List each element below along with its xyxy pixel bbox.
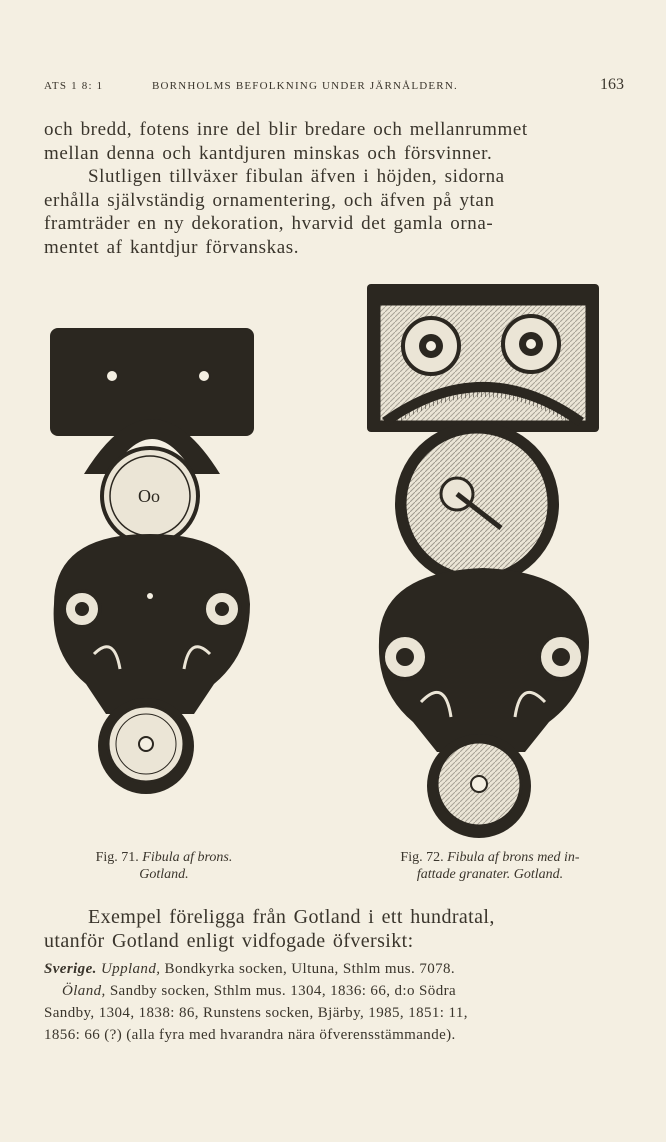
figure-title: Fibula af brons. [142,850,233,865]
text-line: erhålla självständig ornamentering, och äfven på ytan [44,189,495,211]
text-line: Exempel föreligga från Gotland i ett hundratal, [88,906,495,928]
text-line: utanför Gotland enligt vidfogade öfversikt: [44,930,414,952]
figure-72-caption [360,849,620,883]
region-label: Uppland, [100,961,161,977]
figure-place: Gotland. [139,867,189,882]
fibula-72-illustration [365,282,601,840]
list-text: Bondkyrka socken, Ultuna, Sthlm mus. 7078. [164,961,456,977]
text-line: Slutligen tillväxer fibulan äfven i höjden, sidorna [88,166,505,187]
list-item [44,958,624,980]
list-text: Sandby, 1304, 1838: 86, Runstens socken, Bjärby, 1985, 1851: 11, [44,1005,468,1021]
list-text: Sandby socken, Sthlm mus. 1304, 1836: 66, d:o Södra [109,983,457,999]
fibula-71-illustration [44,324,260,804]
text-line: framträder en ny dekoration, hvarvid det gamla orna- [44,213,494,234]
region-label: Öland, [62,983,106,999]
list-item [44,980,624,1002]
figure-title-continued: fattade granater. [416,867,511,882]
page-number: 163 [600,76,624,93]
list-text: 1856: 66 (?) (alla fyra med hvarandra nära öfverensstämmande). [44,1027,456,1043]
figure-71-caption [64,849,264,883]
figure-place: Gotland. [513,867,564,882]
find-list [44,958,624,1046]
text-line: mentet af kantdjur förvanskas. [44,236,300,258]
body-paragraph-1 [44,118,620,259]
body-paragraph-2 [44,905,620,953]
svg-text:Oo: Oo [138,486,160,506]
country-label: Sverige. [44,961,97,977]
journal-reference: ATS 1 8: 1 [44,80,104,92]
running-head [44,76,624,96]
figure-number: Fig. 71. [95,850,139,865]
figure-number: Fig. 72. [400,850,444,865]
text-line: mellan denna och kantdjuren minskas och försvinner. [44,142,493,164]
text-line: och bredd, fotens inre del blir bredare och mellanrummet [44,119,528,140]
figure-title: Fibula af brons med in- [447,850,580,865]
running-title: BORNHOLMS BEFOLKNING UNDER JÄRNÅLDERN. [152,80,458,92]
